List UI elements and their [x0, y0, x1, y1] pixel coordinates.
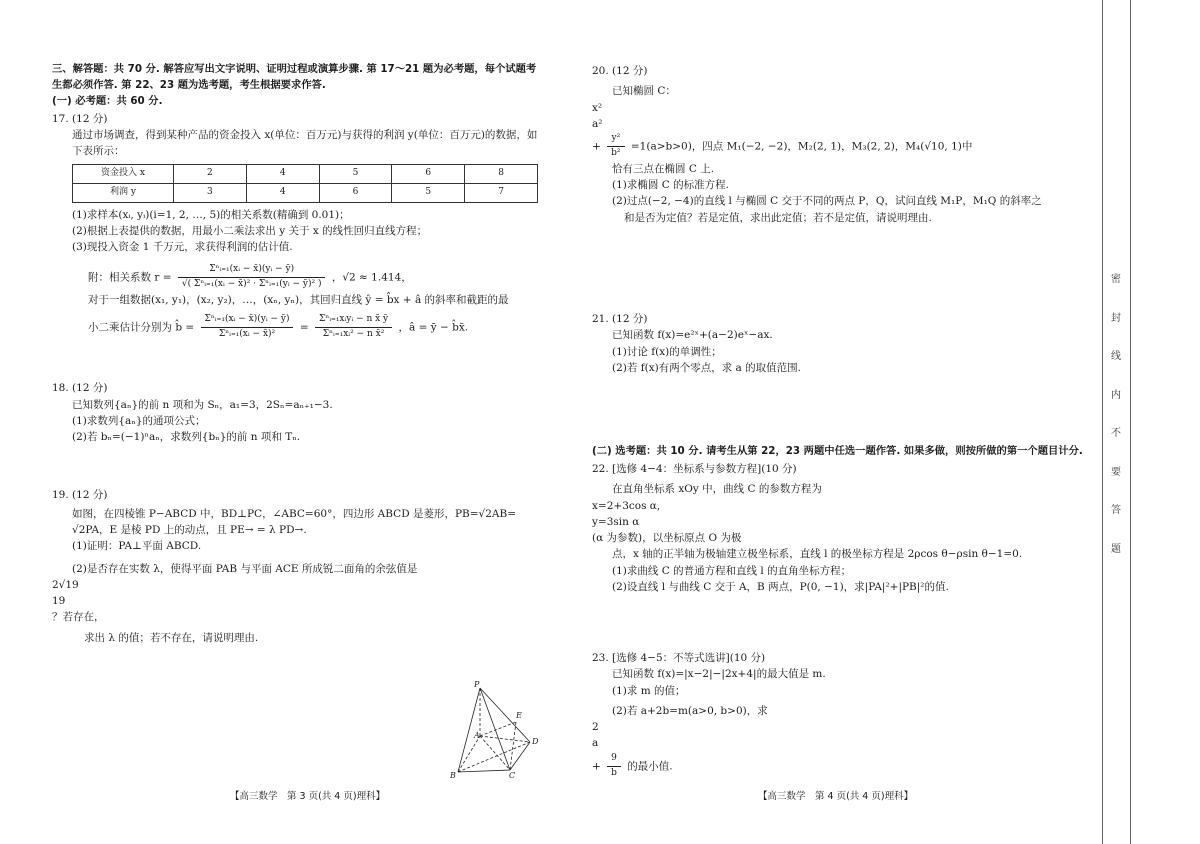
section-optional-heading: (二) 选考题：共 10 分. 请考生从第 22，23 两题中任选一题作答. 如果多做，则按所做的第一个题目计分.	[592, 445, 1083, 458]
q22-intro-2: 点，x 轴的正半轴为极轴建立极坐标系，直线 l 的极坐标方程是 2ρcos θ−ρsin θ−1=0.	[612, 548, 1023, 561]
q20-intro-1	[592, 83, 1084, 99]
q19-number: 19. (12 分)	[52, 488, 108, 501]
q20-part2b: 和是否为定值？若是定值，求出此定值；若不是定值，请说明理由.	[624, 211, 932, 224]
param-x: x=2+3cos α,	[592, 499, 661, 512]
table-cell: 利润 y	[73, 183, 174, 202]
fraction-denominator: Σⁿᵢ₌₁(xᵢ − x̄)²	[218, 328, 276, 339]
margin-char: 题	[1111, 543, 1121, 555]
right-page	[592, 62, 1084, 781]
label-E: E	[516, 711, 522, 720]
binding-line-inner	[1102, 0, 1103, 844]
q17-data-table	[72, 164, 538, 203]
question-19	[52, 487, 544, 646]
footer-left: 【高三数学 第 3 页(共 4 页)理科】	[230, 791, 386, 802]
question-17	[52, 111, 544, 342]
regression-suffix: ，â = ȳ − b̂x̄.	[398, 321, 469, 334]
q21-part1: (1)讨论 f(x)的单调性；	[612, 345, 722, 358]
q19-part2-suffix: ？若存在，	[52, 611, 105, 624]
correlation-fraction	[178, 263, 326, 292]
q20-intro-2: 恰有三点在椭圆 C 上.	[612, 162, 715, 175]
margin-char: 封	[1111, 312, 1121, 324]
q17-part1: (1)求样本(xᵢ, yᵢ)(i=1, 2, …, 5)的相关系数(精确到 0.01)；	[72, 208, 350, 221]
q19-part2	[52, 561, 544, 577]
question-18	[52, 380, 544, 445]
margin-char: 线	[1111, 351, 1121, 362]
margin-char: 要	[1111, 466, 1121, 478]
plus-sign: +	[592, 140, 601, 153]
pyramid-figure	[446, 678, 546, 780]
q19-part1: (1)证明：PA⊥平面 ABCD.	[72, 540, 202, 553]
q19-part2-prefix: (2)是否存在实数 λ，使得平面 PAB 与平面 ACE 所成锐二面角的余弦值是	[72, 562, 418, 575]
slope-fraction-2	[315, 313, 392, 342]
fraction-denominator: √( Σⁿᵢ₌₁(xᵢ − x̄)² · Σⁿᵢ₌₁(yᵢ − ȳ)² )	[181, 279, 322, 290]
frac-9-over-b	[607, 752, 621, 781]
question-20	[592, 63, 1084, 226]
q23-part2	[592, 703, 1084, 719]
fraction-numerator: Σⁿᵢ₌₁(xᵢ − x̄)(yᵢ − ȳ)	[178, 263, 326, 278]
table-cell: 4	[246, 164, 319, 183]
fraction-denominator: Σⁿᵢ₌₁xᵢ² − n x̄²	[322, 328, 385, 339]
question-23	[592, 650, 1084, 780]
table-row	[73, 183, 538, 202]
param-y: y=3sin α	[592, 515, 640, 528]
q20-part2a: (2)过点(−2, −4)的直线 l 与椭圆 C 交于不同的两点 P，Q，试问直线 M₁P，M₁Q 的斜率之	[612, 195, 1042, 208]
table-cell: 6	[319, 183, 392, 202]
q17-part2: (2)根据上表提供的数据，用最小二乘法求出 y 关于 x 的线性回归直线方程；	[72, 224, 428, 237]
footer-right: 【高三数学 第 4 页(共 4 页)理科】	[758, 791, 914, 802]
table-cell: 5	[392, 183, 465, 202]
q18-number: 18. (12 分)	[52, 382, 108, 395]
q23-number: 23. [选修 4−5：不等式选讲](10 分)	[592, 652, 766, 665]
fraction-denominator: a	[592, 737, 599, 750]
fraction-denominator: 19	[52, 595, 66, 608]
table-cell: 2	[174, 164, 247, 183]
q21-number: 21. (12 分)	[592, 313, 648, 325]
fraction-denominator: b	[611, 767, 617, 778]
q19-part2-line2: 求出 λ 的值；若不存在，请说明理由.	[84, 631, 259, 644]
q21-part2: (2)若 f(x)有两个零点，求 a 的取值范围.	[612, 361, 801, 374]
q17-intro: 通过市场调查，得到某种产品的资金投入 x(单位：百万元)与获得的利润 y(单位：百万元)的数据，如下表所示：	[72, 129, 538, 158]
q20-intro-suffix: =1(a>b>0)，四点 M₁(−2, −2)，M₂(2, 1)，M₃(2, 2)，M₄(√10, 1)中	[630, 140, 973, 153]
q22-part1: (1)求曲线 C 的普通方程和直线 l 的直角坐标方程；	[612, 564, 852, 577]
equals-sign: =	[299, 321, 309, 334]
q17-attach-line2: 对于一组数据(x₁, y₁)，(x₂, y₂)，…，(xₙ, yₙ)，其回归直线 ŷ = b̂x + â 的斜率和截距的最	[88, 294, 509, 307]
ellipse-y-fraction	[607, 132, 624, 161]
slope-fraction-1	[201, 313, 294, 342]
question-22	[592, 461, 1084, 595]
q20-intro-prefix: 已知椭圆 C：	[612, 85, 676, 98]
fraction-denominator: b²	[611, 148, 621, 158]
q22-number: 22. [选修 4−4：坐标系与参数方程](10 分)	[592, 463, 797, 476]
label-A: A	[474, 731, 480, 740]
q18-part1: (1)求数列{aₙ}的通项公式；	[72, 415, 206, 427]
label-D: D	[532, 737, 539, 746]
fraction-numerator: 2√19	[52, 578, 79, 591]
label-C: C	[509, 771, 516, 780]
plus-sign: +	[592, 760, 601, 773]
table-cell: 8	[465, 164, 538, 183]
fraction-numerator: x²	[592, 101, 603, 114]
q22-intro-prefix: 在直角坐标系 xOy 中，曲线 C 的参数方程为	[612, 483, 822, 496]
table-cell: 资金投入 x	[73, 164, 174, 183]
q17-part3: (3)现投入资金 1 千万元，求获得利润的估计值.	[72, 241, 293, 254]
q23-part1: (1)求 m 的值；	[612, 684, 686, 697]
section-required-heading: (一) 必考题：共 60 分.	[52, 94, 163, 107]
fraction-numerator: y²	[607, 132, 624, 147]
q19-intro-1: 如图，在四棱锥 P−ABCD 中，BD⊥PC，∠ABC=60°，四边形 ABCD 是菱形，PB=√2AB=	[72, 507, 516, 520]
table-cell: 5	[319, 164, 392, 183]
table-cell: 4	[246, 183, 319, 202]
fraction-numerator: Σⁿᵢ₌₁xᵢyᵢ − n x̄ ȳ	[315, 313, 392, 328]
q20-number: 20. (12 分)	[592, 65, 648, 77]
fraction-numerator: 2	[592, 721, 599, 734]
q22-intro-suffix: (α 为参数)，以坐标原点 O 为极	[592, 532, 742, 545]
q23-part2-prefix: (2)若 a+2b=m(a>0, b>0)，求	[612, 704, 768, 717]
label-B: B	[450, 771, 456, 780]
attach-prefix: 附：相关系数 r =	[88, 271, 172, 284]
margin-char: 内	[1111, 389, 1121, 401]
fraction-numerator: 9	[607, 752, 621, 767]
sealing-margin-text	[1108, 272, 1124, 557]
q23-intro: 已知函数 f(x)=|x−2|−|2x+4|的最大值是 m.	[612, 668, 826, 681]
regression-prefix: 小二乘估计分别为 b̂ =	[88, 321, 195, 334]
margin-char: 不	[1111, 428, 1121, 439]
table-cell: 7	[465, 183, 538, 202]
table-cell: 6	[392, 164, 465, 183]
question-21	[592, 311, 1084, 376]
label-P: P	[474, 680, 480, 689]
q22-part2: (2)设直线 l 与曲线 C 交于 A，B 两点，P(0, −1)，求|PA|²+|PB|²的值.	[612, 580, 949, 593]
fraction-denominator: a²	[592, 117, 603, 130]
q21-intro: 已知函数 f(x)=e²ˣ+(a−2)eˣ−ax.	[612, 329, 773, 342]
q17-correlation-formula	[52, 263, 544, 292]
attach-suffix: ，√2 ≈ 1.414，	[331, 271, 412, 284]
table-row	[73, 164, 538, 183]
q17-number: 17. (12 分)	[52, 112, 108, 125]
q18-part2: (2)若 bₙ=(−1)ⁿaₙ，求数列{bₙ}的前 n 项和 Tₙ.	[72, 431, 301, 444]
q18-intro: 已知数列{aₙ}的前 n 项和为 Sₙ，a₁=3，2Sₙ=aₙ₊₁−3.	[72, 398, 333, 411]
fraction-numerator: Σⁿᵢ₌₁(xᵢ − x̄)(yᵢ − ȳ)	[201, 313, 294, 328]
q19-intro-2: √2PA，E 是棱 PD 上的动点，且 PE→ = λ PD→.	[72, 524, 307, 537]
left-page	[52, 62, 544, 646]
table-cell: 3	[174, 183, 247, 202]
section-three-heading: 三、解答题：共 70 分. 解答应写出文字说明、证明过程或演算步骤. 第 17～21 题为必考题，每个试题考生都必须作答. 第 22、23 题为选考题，考生根据要求作答.	[52, 63, 537, 91]
q22-intro-1	[592, 481, 1084, 497]
q17-regression-formula	[52, 313, 544, 342]
q20-part1: (1)求椭圆 C 的标准方程.	[612, 179, 729, 192]
q23-part2-suffix: 的最小值.	[627, 760, 673, 773]
margin-char: 答	[1111, 505, 1121, 516]
margin-char: 密	[1111, 274, 1121, 285]
binding-line-outer	[1130, 0, 1131, 844]
